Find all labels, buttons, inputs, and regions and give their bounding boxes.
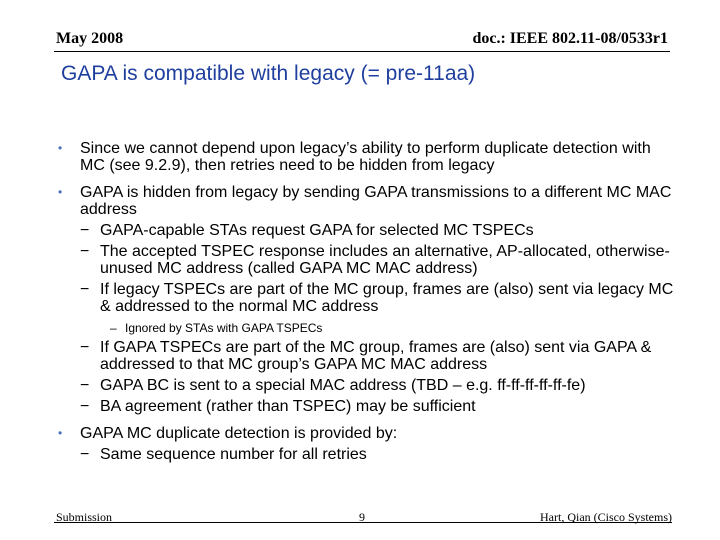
dash-icon: − bbox=[80, 281, 90, 298]
sub-bullet bbox=[58, 281, 678, 315]
sub-bullet bbox=[58, 446, 678, 463]
sub-sub-bullet-text: Ignored by STAs with GAPA TSPECs bbox=[125, 321, 323, 335]
footer-page-number: 9 bbox=[359, 510, 365, 524]
sub-bullet-text: GAPA-capable STAs request GAPA for selected MC TSPECs bbox=[100, 222, 534, 239]
sub-bullet-text: The accepted TSPEC response includes an alternative, AP-allocated, otherwise-unused MC address (called GAPA MC MAC address) bbox=[100, 243, 670, 277]
footer-submission: Submission bbox=[56, 510, 113, 524]
dash-icon: − bbox=[80, 398, 90, 415]
dash-icon: − bbox=[80, 377, 90, 394]
sub-bullet-text: Same sequence number for all retries bbox=[100, 446, 367, 463]
footer-authors: Hart, Qian (Cisco Systems) bbox=[540, 510, 672, 524]
dash-icon: − bbox=[80, 243, 90, 260]
dash-icon: − bbox=[80, 339, 90, 356]
header-rule bbox=[54, 51, 670, 52]
header-doc-id: doc.: IEEE 802.11-08/0533r1 bbox=[472, 30, 668, 47]
sub-bullet-text: BA agreement (rather than TSPEC) may be sufficient bbox=[100, 398, 476, 415]
sub-bullet-text: If legacy TSPECs are part of the MC group, frames are (also) sent via legacy MC & addressed to the normal MC address bbox=[100, 281, 674, 315]
bullet-item bbox=[58, 184, 678, 415]
bullet-icon: • bbox=[58, 141, 63, 155]
slide-body bbox=[58, 140, 678, 473]
dash-icon: − bbox=[80, 222, 90, 239]
dash-icon: − bbox=[80, 446, 90, 463]
slide-title: GAPA is compatible with legacy (= pre-11aa) bbox=[61, 62, 476, 85]
bullet-text: GAPA is hidden from legacy by sending GAPA transmissions to a different MC MAC address bbox=[80, 184, 672, 218]
bullet-icon: • bbox=[58, 426, 63, 440]
footer-rule bbox=[54, 522, 672, 523]
sub-bullet bbox=[58, 222, 678, 239]
sub-bullet-text: GAPA BC is sent to a special MAC address (TBD – e.g. ff-ff-ff-ff-ff-fe) bbox=[100, 377, 586, 394]
subdash-icon: – bbox=[110, 321, 117, 335]
sub-bullet bbox=[58, 398, 678, 415]
sub-bullet bbox=[58, 377, 678, 394]
bullet-item bbox=[58, 140, 678, 174]
sub-bullet bbox=[58, 243, 678, 277]
bullet-item bbox=[58, 425, 678, 463]
bullet-text: Since we cannot depend upon legacy’s ability to perform duplicate detection with MC (see 9.2.9), then retries need to be hidden from legacy bbox=[80, 140, 651, 174]
sub-bullet-text: If GAPA TSPECs are part of the MC group, frames are (also) sent via GAPA & addressed to that MC group’s GAPA MC MAC address bbox=[100, 339, 652, 373]
header-date: May 2008 bbox=[56, 30, 124, 47]
sub-bullet bbox=[58, 339, 678, 373]
bullet-icon: • bbox=[58, 185, 63, 199]
sub-sub-bullet bbox=[58, 321, 678, 335]
bullet-text: GAPA MC duplicate detection is provided by: bbox=[80, 425, 398, 442]
